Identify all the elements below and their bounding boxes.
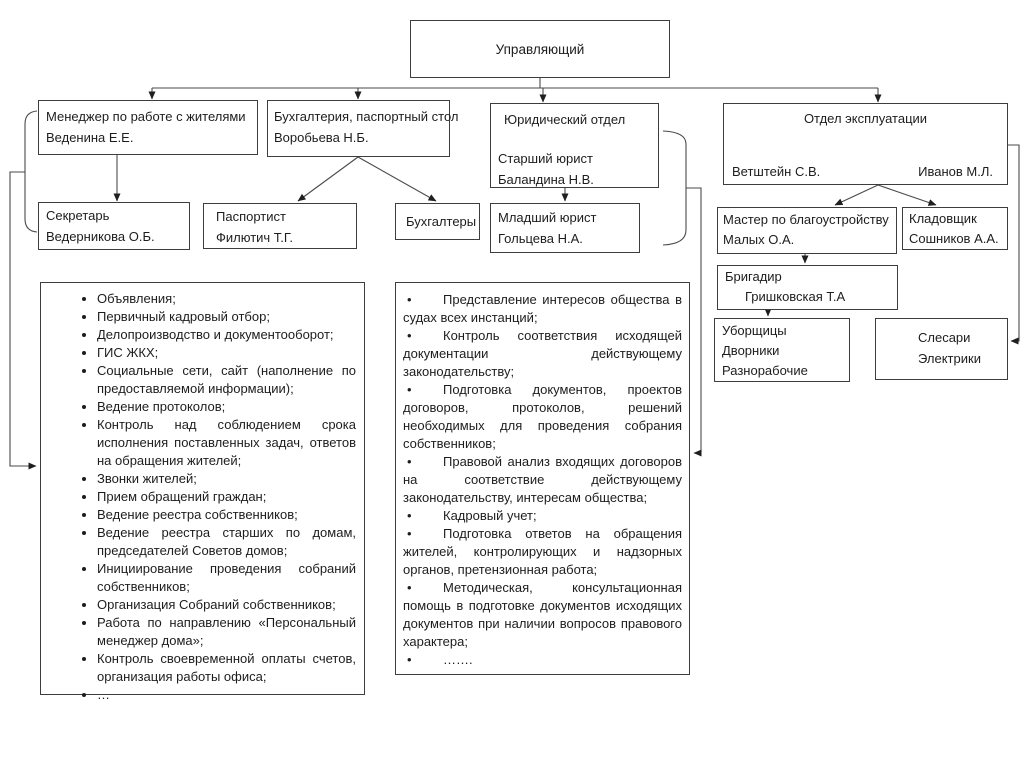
node-title: Младший юрист [498, 210, 597, 225]
duty-item: • Правовой анализ входящих договоров на соответствие действующему законодательству, интересам общества; [403, 453, 682, 507]
node-person: Гольцева Н.А. [498, 231, 583, 246]
duty-item: • Подготовка ответов на обращения жителей, контролирующих и надзорных органов, претензионная работа; [403, 525, 682, 579]
node-title: Бухгалтерия, паспортный стол [274, 109, 459, 124]
manager-duties-list [41, 290, 364, 704]
duty-item: • … [97, 686, 356, 704]
duty-item: • Первичный кадровый отбор; [97, 308, 356, 326]
duty-item: • Контроль соответствия исходящей документации действующему законодательству; [403, 327, 682, 381]
node-operations-dept [723, 103, 1008, 185]
node-person: Ветштейн С.В. [732, 164, 821, 179]
connector-arrow [1008, 145, 1019, 341]
duty-item: • Объявления; [97, 290, 356, 308]
node-accountants [395, 203, 480, 240]
connector-arrow [358, 157, 436, 201]
node-accounting [267, 100, 459, 157]
node-locksmiths [875, 318, 1008, 380]
node-resident-manager [38, 100, 258, 155]
duty-item: • Представление интересов общества в судах всех инстанций; [403, 291, 682, 327]
node-title: Паспортист [216, 209, 286, 224]
node-improvement-master [717, 207, 897, 254]
connector-arrow [298, 157, 358, 201]
node-person: Ведерникова О.Б. [46, 229, 155, 244]
node-title: Мастер по благоустройству [723, 212, 889, 227]
node-legal-dept [490, 103, 659, 188]
node-storekeeper [902, 207, 1008, 250]
node-title: Управляющий [495, 41, 585, 57]
node-cleaners [714, 318, 850, 382]
duty-item: • Прием обращений граждан; [97, 488, 356, 506]
node-title: Юридический отдел [504, 112, 626, 127]
duty-item: • Контроль своевременной оплаты счетов, организация работы офиса; [97, 650, 356, 686]
node-person: Иванов М.Л. [918, 164, 993, 179]
duty-item: • Ведение протоколов; [97, 398, 356, 416]
node-managing-director [410, 20, 670, 78]
node-title: Бригадир [725, 269, 782, 284]
node-secretary [38, 202, 190, 250]
node-role: Уборщицы [722, 323, 787, 338]
duty-item: • Организация Собраний собственников; [97, 596, 356, 614]
operations-staff-row [724, 161, 1007, 184]
duty-item: • Делопроизводство и документооборот; [97, 326, 356, 344]
duty-item: • Кадровый учет; [403, 507, 682, 525]
manager-duties-box [40, 282, 365, 702]
left-bracket [25, 111, 37, 232]
node-role: Дворники [722, 343, 780, 358]
duty-item: • Контроль над соблюдением срока исполнения поставленных задач, ответов на обращения жителей; [97, 416, 356, 470]
duty-item: • Ведение реестра старших по домам, председателей Советов домов; [97, 524, 356, 560]
right-bracket [663, 131, 686, 245]
duty-item: • ГИС ЖКХ; [97, 344, 356, 362]
node-person: Малых О.А. [723, 232, 795, 247]
node-foreman [717, 265, 898, 310]
duty-item: • Звонки жителей; [97, 470, 356, 488]
node-title: Отдел эксплуатации [803, 111, 928, 126]
legal-duties-list [396, 291, 689, 669]
node-passportist [203, 203, 357, 249]
node-junior-lawyer [490, 203, 640, 253]
node-role: Разнорабочие [722, 363, 808, 378]
duty-item: • Социальные сети, сайт (наполнение по предоставляемой информации); [97, 362, 356, 398]
node-title: Менеджер по работе с жителями [46, 109, 246, 124]
node-title: Кладовщик [909, 211, 977, 226]
node-role: Старший юрист [498, 151, 593, 166]
node-person: Веденина Е.Е. [46, 130, 134, 145]
node-person: Филютич Т.Г. [216, 230, 293, 245]
connector-arrow [10, 172, 36, 466]
node-person: Воробьева Н.Б. [274, 130, 369, 145]
connector-arrow [835, 185, 878, 205]
node-title: Секретарь [46, 208, 110, 223]
node-person: Баландина Н.В. [498, 172, 594, 187]
node-role: Электрики [918, 351, 981, 366]
duty-item: • ……. [403, 651, 682, 669]
duty-item: • Методическая, консультационная помощь в подготовке документов исходящих документов при наличии вопросов правового характера; [403, 579, 682, 651]
node-person: Сошников А.А. [909, 231, 999, 246]
node-person: Гришковская Т.А [745, 289, 846, 304]
node-title: Бухгалтеры [406, 214, 477, 229]
node-role: Слесари [918, 330, 971, 345]
legal-duties-box [395, 282, 690, 675]
connector-arrow [878, 185, 936, 205]
duty-item: • Инициирование проведения собраний собственников; [97, 560, 356, 596]
duty-item: • Ведение реестра собственников; [97, 506, 356, 524]
duty-item: • Подготовка документов, проектов договоров, протоколов, решений необходимых для проведения собрания собственников; [403, 381, 682, 453]
duty-item: • Работа по направлению «Персональный менеджер дома»; [97, 614, 356, 650]
